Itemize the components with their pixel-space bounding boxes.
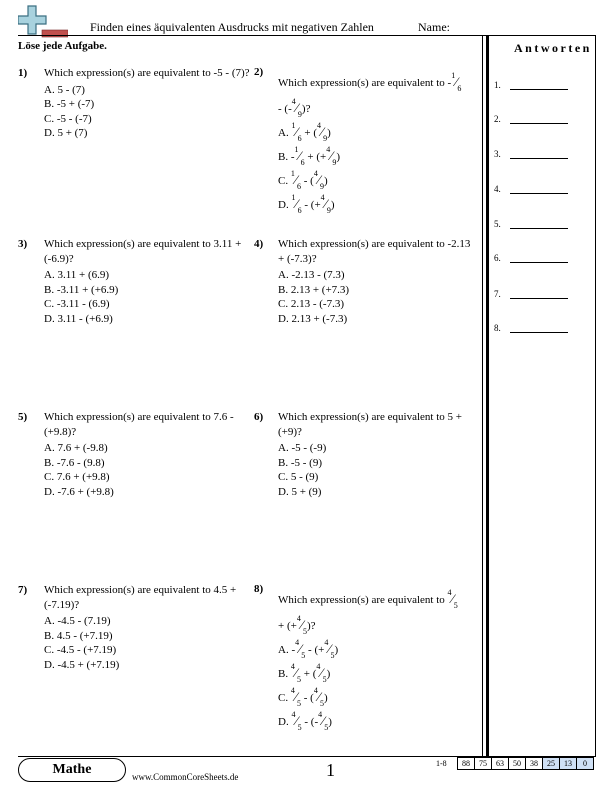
worksheet-title: Finden eines äquivalenten Ausdrucks mit negativen Zahlen xyxy=(90,20,374,34)
score-table xyxy=(458,757,594,770)
option-b: B. -5 + (-7) xyxy=(44,98,95,110)
option-b: B. $^4⁄_5$ + $(^4⁄_5)$ xyxy=(278,662,331,684)
question-stem-line-2: + $(+^4⁄_5)$? xyxy=(278,614,316,636)
question-number: 2) xyxy=(254,66,264,78)
option-d: D. $^1⁄_6$ - $(+^4⁄_9)$ xyxy=(278,193,335,215)
score-range-label: 1-8 xyxy=(436,759,447,768)
subject-badge xyxy=(18,758,126,782)
subject-label: Mathe xyxy=(52,762,92,777)
option-d: D. 2.13 + (-7.3) xyxy=(278,312,348,325)
score-cell: 88 xyxy=(457,757,475,770)
option-b: B. $-^1⁄_6$ + $(+^4⁄_9)$ xyxy=(278,145,341,167)
answer-row: 1. xyxy=(494,80,594,90)
answer-row: 3. xyxy=(494,149,594,159)
question-number: 7) xyxy=(18,584,28,596)
question-stem-line-1: Which expression(s) are equivalent to $^4⁄_5$ xyxy=(278,588,458,610)
question-stem: Which expression(s) are equivalent to -5 - (7)? xyxy=(44,67,250,79)
answer-row: 2. xyxy=(494,114,594,124)
option-a: A. $-^4⁄_5$ - $(+^4⁄_5)$ xyxy=(278,638,339,660)
answer-row: 7. xyxy=(494,289,594,299)
question-8 xyxy=(254,583,480,733)
question-number: 8) xyxy=(254,583,264,595)
page-right-border xyxy=(595,36,596,756)
option-b: B. 2.13 + (+7.3) xyxy=(278,283,350,296)
option-a: A. -4.5 - (7.19) xyxy=(44,615,111,627)
answer-divider xyxy=(482,36,483,756)
question-number: 3) xyxy=(18,238,28,250)
option-d: D. -4.5 + (+7.19) xyxy=(44,658,120,671)
answer-row: 4. xyxy=(494,184,594,194)
question-number: 6) xyxy=(254,411,264,423)
score-cell: 50 xyxy=(508,757,526,770)
question-stem-line-2: - $(-^4⁄_9)$? xyxy=(278,97,311,119)
question-stem-line-1: Which expression(s) are equivalent to $-^1⁄_6$ xyxy=(278,71,462,93)
option-d: D. 5 + (9) xyxy=(278,485,322,498)
answer-blank[interactable] xyxy=(510,262,568,263)
option-a: A. $^1⁄_6$ + $(^4⁄_9)$ xyxy=(278,121,331,143)
instructions: Löse jede Aufgabe. xyxy=(18,40,107,52)
option-b: B. 4.5 - (+7.19) xyxy=(44,629,113,642)
website-link[interactable]: www.CommonCoreSheets.de xyxy=(132,772,239,782)
question-stem: Which expression(s) are equivalent to 3.11 + (-6.9)? xyxy=(44,238,242,265)
question-stem: Which expression(s) are equivalent to 4.5 + (-7.19)? xyxy=(44,584,237,611)
score-cell: 25 xyxy=(542,757,560,770)
question-stem: Which expression(s) are equivalent to 7.6 - (+9.8)? xyxy=(44,411,234,438)
answer-row: 8. xyxy=(494,323,594,333)
option-c: C. -4.5 - (+7.19) xyxy=(44,644,117,656)
score-cell: 38 xyxy=(525,757,543,770)
option-b: B. -3.11 + (+6.9) xyxy=(44,283,119,296)
answer-blank[interactable] xyxy=(510,193,568,194)
answer-divider xyxy=(486,36,489,756)
answer-blank[interactable] xyxy=(510,298,568,299)
option-c: C. -3.11 - (6.9) xyxy=(44,298,110,310)
question-stem: Which expression(s) are equivalent to 5 + (+9)? xyxy=(278,411,462,438)
page-number: 1 xyxy=(326,760,335,780)
score-cell: 63 xyxy=(491,757,509,770)
option-d: D. 3.11 - (+6.9) xyxy=(44,312,113,325)
option-c: C. -5 - (-7) xyxy=(44,112,92,125)
plus-logo-icon xyxy=(18,4,68,38)
question-stem: Which expression(s) are equivalent to -2.13 + (-7.3)? xyxy=(278,238,471,265)
option-d: D. $^4⁄_5$ - $(-^4⁄_5)$ xyxy=(278,710,332,732)
option-a: A. 5 - (7) xyxy=(44,83,85,96)
question-number: 1) xyxy=(18,67,28,79)
name-label: Name: xyxy=(418,20,450,34)
answer-blank[interactable] xyxy=(510,158,568,159)
question-number: 4) xyxy=(254,238,264,250)
option-c: C. $^1⁄_6$ - $(^4⁄_9)$ xyxy=(278,169,328,191)
option-b: B. -7.6 - (9.8) xyxy=(44,456,105,469)
answer-blank[interactable] xyxy=(510,332,568,333)
option-a: A. -2.13 - (7.3) xyxy=(278,269,345,281)
score-cell: 75 xyxy=(474,757,492,770)
option-c: C. 5 - (9) xyxy=(278,471,319,483)
option-a: A. 3.11 + (6.9) xyxy=(44,269,110,281)
header-rule xyxy=(18,35,596,36)
question-2 xyxy=(254,66,480,216)
answers-title: Antworten xyxy=(514,41,592,55)
option-b: B. -5 - (9) xyxy=(278,456,322,469)
option-a: A. -5 - (-9) xyxy=(278,442,327,454)
option-d: D. 5 + (7) xyxy=(44,127,88,139)
option-c: C. $^4⁄_5$ - $(^4⁄_5)$ xyxy=(278,686,328,708)
answer-blank[interactable] xyxy=(510,89,568,90)
option-a: A. 7.6 + (-9.8) xyxy=(44,442,108,454)
option-c: C. 2.13 - (-7.3) xyxy=(278,298,344,310)
score-cell: 13 xyxy=(559,757,577,770)
option-d: D. -7.6 + (+9.8) xyxy=(44,485,114,498)
answer-blank[interactable] xyxy=(510,228,568,229)
answer-row: 6. xyxy=(494,253,594,263)
score-cell: 0 xyxy=(576,757,594,770)
answer-row: 5. xyxy=(494,219,594,229)
option-c: C. 7.6 + (+9.8) xyxy=(44,471,110,483)
question-number: 5) xyxy=(18,411,28,423)
answer-blank[interactable] xyxy=(510,123,568,124)
